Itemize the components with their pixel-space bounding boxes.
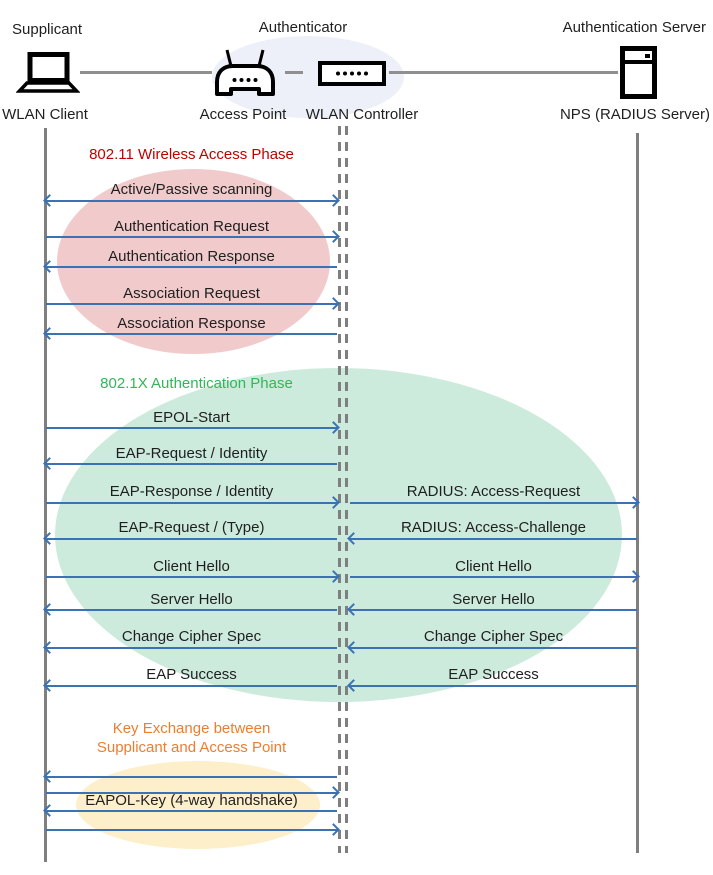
arrow-epol-start — [46, 427, 337, 429]
label-radius-access-challenge: RADIUS: Access-Challenge — [400, 519, 587, 536]
wlan-controller-label: WLAN Controller — [305, 106, 419, 123]
phase1-title: 802.11 Wireless Access Phase — [89, 146, 294, 163]
label-server-hello-right: Server Hello — [452, 591, 535, 608]
access-point-icon — [212, 49, 278, 102]
label-scanning: Active/Passive scanning — [110, 181, 273, 198]
authenticator-role-label: Authenticator — [258, 19, 348, 36]
label-association-response: Association Response — [117, 315, 266, 332]
server-icon — [620, 46, 657, 104]
arrow-server-hello-left — [46, 609, 337, 611]
label-server-hello-left: Server Hello — [150, 591, 233, 608]
label-eap-request-identity: EAP-Request / Identity — [115, 445, 268, 462]
phase3-title-line2: Supplicant and Access Point — [96, 739, 287, 756]
arrow-scanning — [46, 200, 337, 202]
arrow-radius-access-request — [350, 502, 637, 504]
label-eap-success-left: EAP Success — [146, 666, 237, 683]
wlan-controller-icon — [318, 61, 386, 91]
laptop-icon — [16, 52, 80, 100]
arrow-server-hello-right — [350, 609, 637, 611]
arrow-eapol-key-1 — [46, 776, 337, 778]
label-eap-request-type: EAP-Request / (Type) — [118, 519, 265, 536]
label-change-cipher-left: Change Cipher Spec — [121, 628, 262, 645]
arrow-change-cipher-right — [350, 647, 637, 649]
lifeline-wlan-controller-2 — [345, 126, 348, 853]
label-authentication-response: Authentication Response — [108, 248, 275, 265]
arrow-eap-response-identity — [46, 502, 337, 504]
arrow-radius-access-challenge — [350, 538, 637, 540]
label-association-request: Association Request — [123, 285, 260, 302]
arrow-eap-request-identity — [46, 463, 337, 465]
label-client-hello-left: Client Hello — [153, 558, 230, 575]
arrow-client-hello-right — [350, 576, 637, 578]
arrow-eap-success-left — [46, 685, 337, 687]
label-change-cipher-right: Change Cipher Spec — [423, 628, 564, 645]
label-authentication-request: Authentication Request — [113, 218, 270, 235]
arrow-eap-request-type — [46, 538, 337, 540]
arrow-change-cipher-left — [46, 647, 337, 649]
arrow-association-response — [46, 333, 337, 335]
phase2-title: 802.1X Authentication Phase — [100, 375, 293, 392]
auth-server-role-label: Authentication Server — [562, 19, 706, 36]
label-eap-response-identity: EAP-Response / Identity — [109, 483, 274, 500]
label-epol-start: EPOL-Start — [153, 409, 230, 426]
phase3-title-line1: Key Exchange between — [112, 720, 271, 737]
nps-radius-label: NPS (RADIUS Server) — [559, 106, 710, 123]
wlan-client-label: WLAN Client — [2, 106, 88, 123]
label-client-hello-right: Client Hello — [455, 558, 532, 575]
link-controller-server — [389, 71, 618, 74]
label-eap-success-right: EAP Success — [448, 666, 539, 683]
access-point-label: Access Point — [199, 106, 287, 123]
arrow-eapol-key-3 — [46, 810, 337, 812]
label-radius-access-request: RADIUS: Access-Request — [406, 483, 581, 500]
label-eapol-key: EAPOL-Key (4-way handshake) — [85, 792, 298, 809]
link-client-ap — [80, 71, 212, 74]
arrow-eap-success-right — [350, 685, 637, 687]
arrow-eapol-key-4 — [46, 829, 337, 831]
supplicant-role-label: Supplicant — [12, 21, 83, 38]
arrow-authentication-response — [46, 266, 337, 268]
arrow-authentication-request — [46, 236, 337, 238]
link-ap-controller — [285, 71, 303, 74]
arrow-client-hello-left — [46, 576, 337, 578]
arrow-association-request — [46, 303, 337, 305]
